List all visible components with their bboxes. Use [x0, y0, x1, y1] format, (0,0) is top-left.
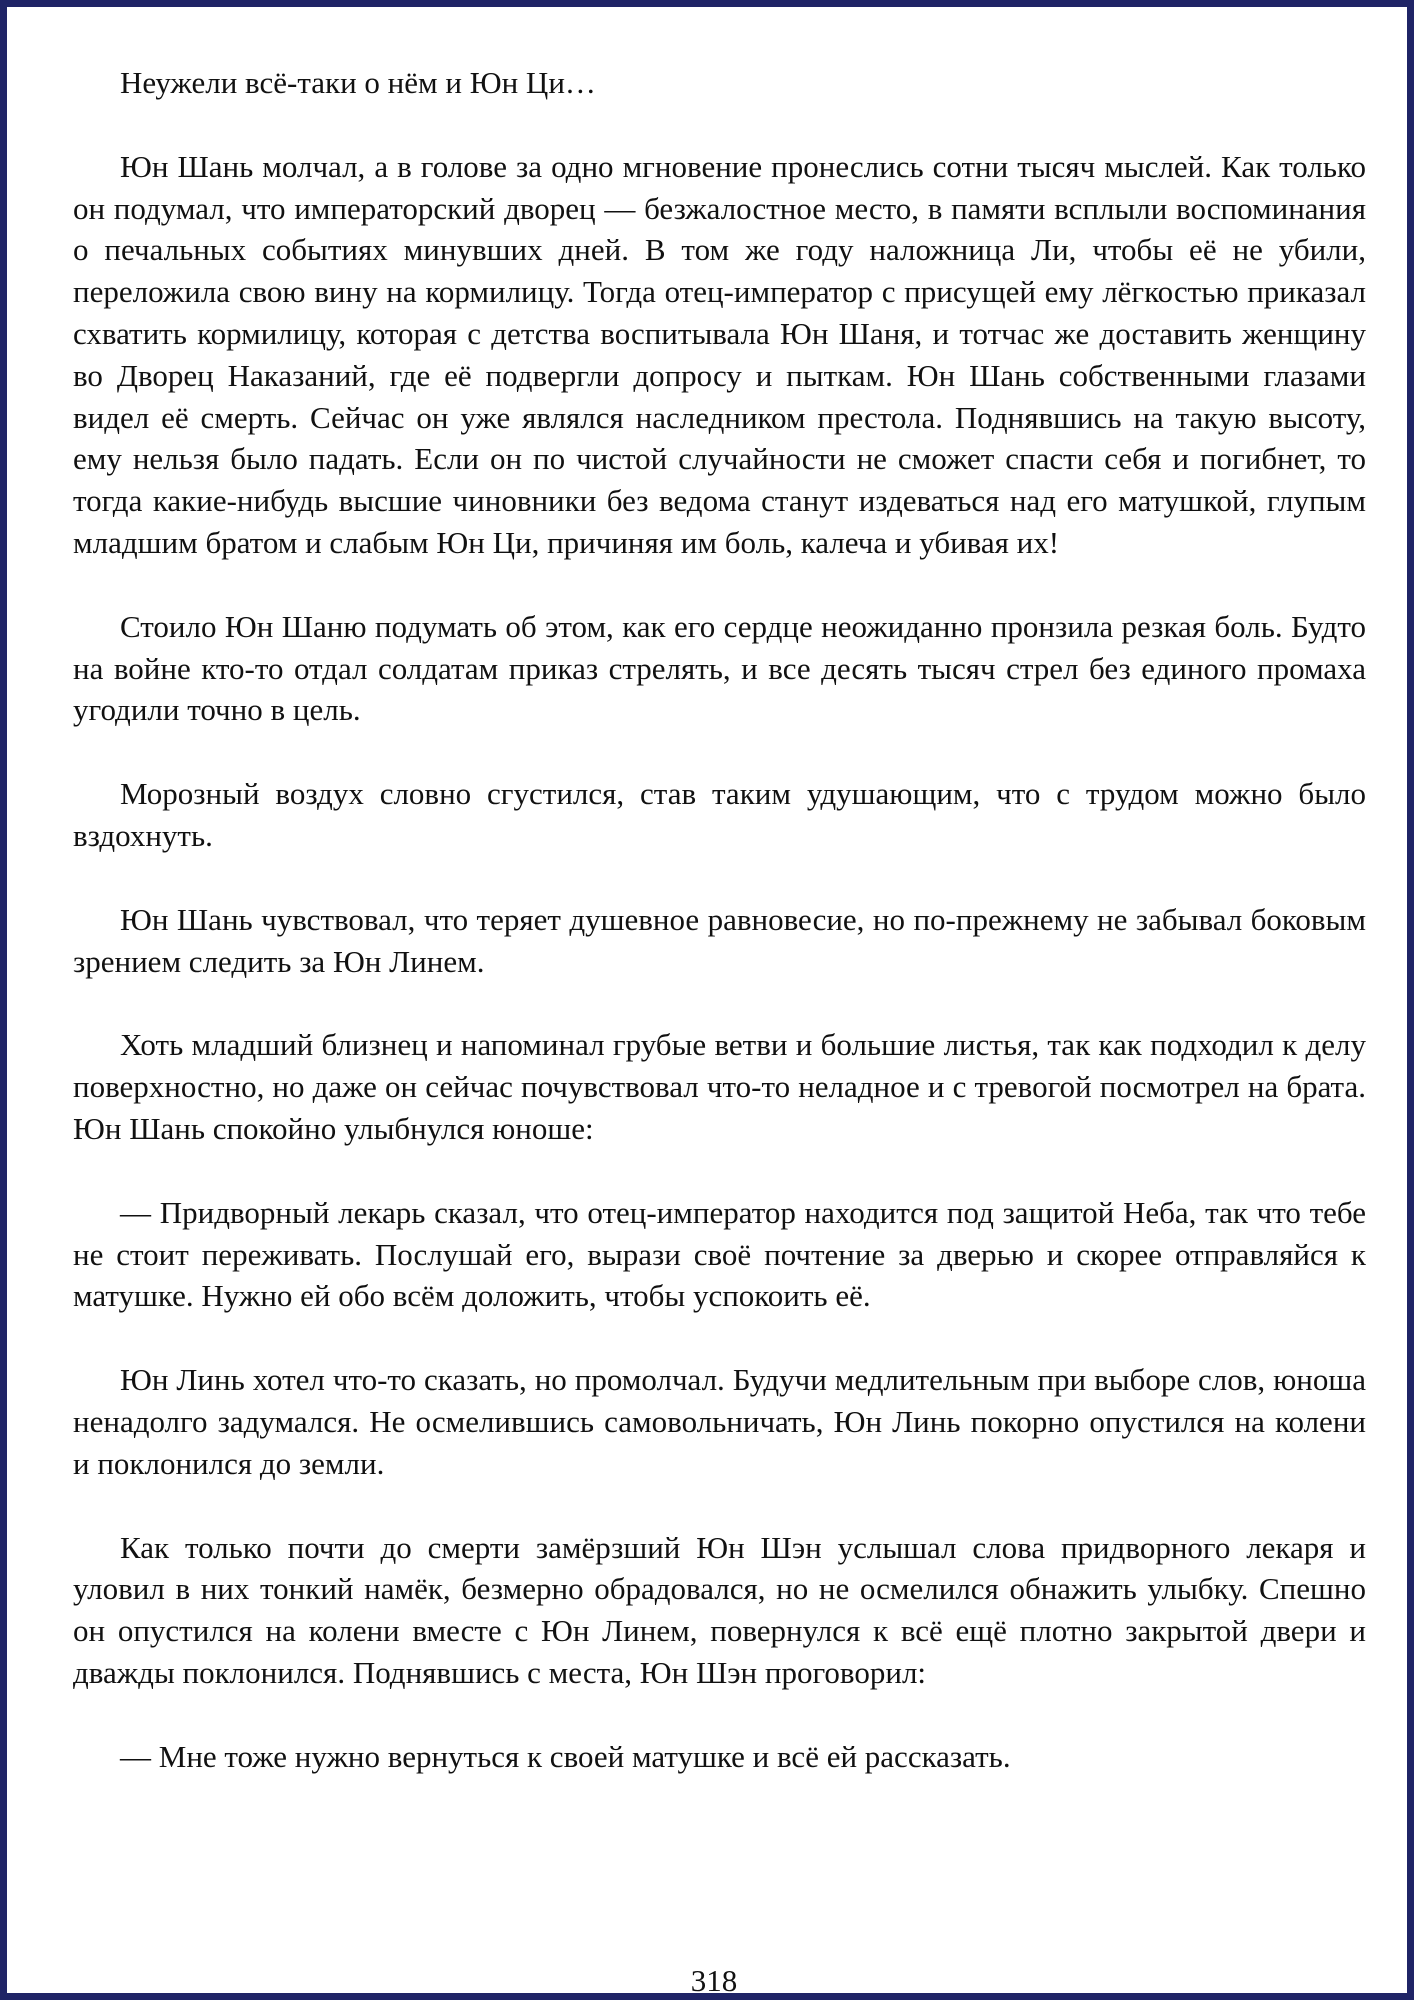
paragraph-10: — Мне тоже нужно вернуться к своей матушке и всё ей рассказать. — [120, 1738, 1011, 1774]
paragraph-8: Юн Линь хотел что-то сказать, но промолчал. Будучи медлительным при выборе слов, юноша ненадолго задумался. Не осмелившись самовольничать, Юн Линь покорно опустился на колени и поклонился до земли. — [73, 1362, 1366, 1481]
paragraph-9: Как только почти до смерти замёрзший Юн Шэн услышал слова придворного лекаря и уловил в них тонкий намёк, безмерно обрадовался, но не осмелился обнажить улыбку. Спешно он опустился на колени вместе с Юн Линем, повернулся к всё ещё плотно закрытой двери и дважды поклонился. Поднявшись с места, Юн Шэн проговорил: — [73, 1529, 1366, 1690]
page-number: 318 — [690, 1963, 738, 1998]
paragraph-1: Неужели всё-таки о нём и Юн Ци… — [120, 65, 596, 100]
paragraph-2: Юн Шань молчал, а в голове за одно мгновение пронеслись сотни тысяч мыслей. Как только он подумал, что императорский дворец — безжалостное место, в памяти всплыли воспоминания о печальных событиях минувших дней. В том же году наложница Ли, чтобы её не убили, переложила свою вину на кормилицу. Тогда отец-император с присущей ему лёгкостью приказал схватить кормилицу, которая с детства воспитывала Юн Шаня, и тотчас же доставить женщину во Дворец Наказаний, где её подвергли допросу и пыткам. Юн Шань собственными глазами видел её смерть. Сейчас он уже являлся наследником престола. Поднявшись на такую высоту, ему нельзя было падать. Если он по чистой случайности не сможет спасти себя и погибнет, то тогда какие-нибудь высшие чиновники без ведома станут издеваться над его матушкой, глупым младшим братом и слабым Юн Ци, причиняя им боль, калеча и убивая их! — [73, 148, 1366, 560]
paragraph-6: Хоть младший близнец и напоминал грубые ветви и большие листья, так как подходил к делу поверхностно, но даже он сейчас почувствовал что-то неладное и с тревогой посмотрел на брата. Юн Шань спокойно улыбнулся юноше: — [73, 1027, 1366, 1146]
paragraph-3: Стоило Юн Шаню подумать об этом, как его сердце неожиданно пронзила резкая боль. Будто на войне кто-то отдал солдатам приказ стрелять, и все десять тысяч стрел без единого промаха угодили точно в цель. — [73, 608, 1366, 728]
paragraph-5: Юн Шань чувствовал, что теряет душевное равновесие, но по-прежнему не забывал боковым зрением следить за Юн Линем. — [73, 901, 1366, 979]
text-body — [73, 62, 1366, 1820]
paragraph-4: Морозный воздух словно сгустился, став таким удушающим, что с трудом можно было вздохнуть. — [73, 776, 1366, 853]
paragraph-7: — Придворный лекарь сказал, что отец-император находится под защитой Неба, так что тебе не стоит переживать. Послушай его, вырази своё почтение за дверью и скорее отправляйся к матушке. Нужно ей обо всём доложить, чтобы успокоить её. — [73, 1194, 1366, 1314]
